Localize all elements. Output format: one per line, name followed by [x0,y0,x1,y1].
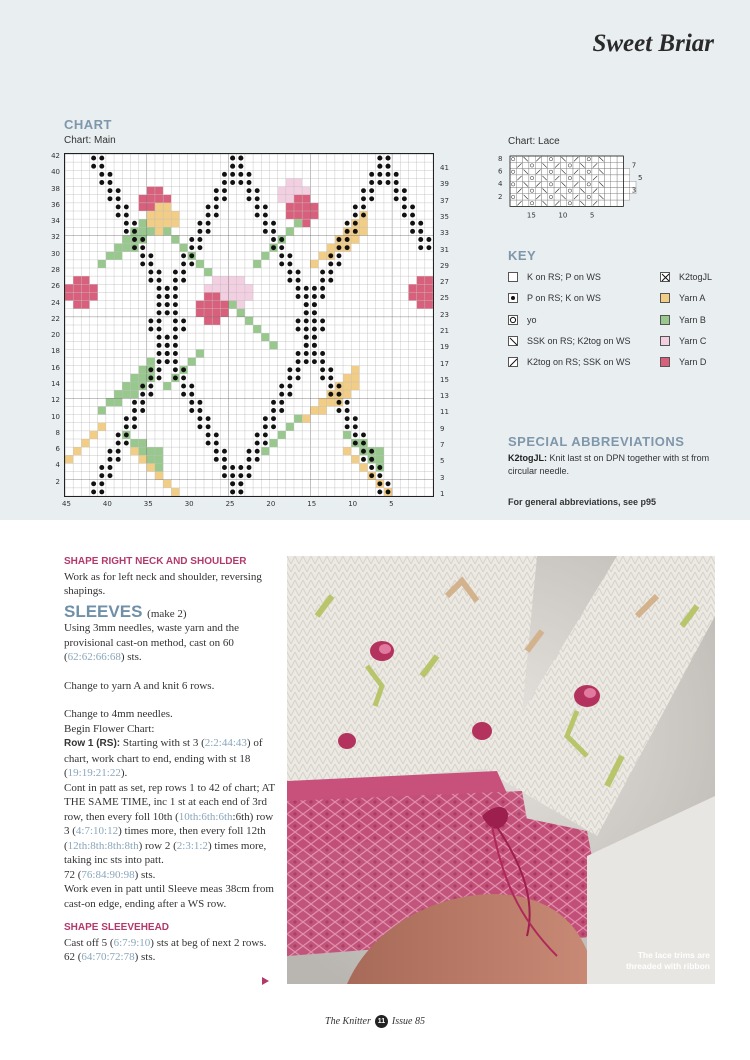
lace-chart-mark [598,200,604,206]
lace-chart-mark [617,200,623,206]
lace-chart-mark [611,156,617,162]
lace-chart-mark [567,156,573,162]
begin-chart-paragraph: Begin Flower Chart: [64,722,155,735]
row-label: 2 [55,477,60,486]
lace-chart-mark [598,188,604,194]
lace-chart-mark [623,181,629,187]
lace-chart-mark [617,156,623,162]
column-label: 5 [389,500,394,508]
row-label: 11 [440,408,449,417]
lace-chart-mark [611,200,617,206]
row-label: 22 [51,314,60,323]
lace-chart-mark [516,181,522,187]
lace-chart-mark [529,175,535,181]
lace-chart-mark: 5 [589,211,595,220]
issue-number: Issue 85 [391,1016,425,1027]
lace-chart-mark: 8 [498,155,503,163]
abbreviation-definition: Knit last st on DPN together with st from circular needle. [508,453,710,476]
lace-chart-mark [623,188,629,194]
lace-chart-mark [586,200,592,206]
lace-chart-mark [623,175,629,181]
row-label: 20 [51,331,60,340]
cast-on-paragraph: Using 3mm needles, waste yarn and the provisional cast-on method, cast on 60 (62:62:66:68) sts. [64,622,240,663]
lace-chart-mark [592,194,598,200]
lace-chart-mark [573,200,579,206]
row-label: 42 [51,152,60,160]
lace-chart-mark [542,194,548,200]
lace-chart-mark [567,169,573,175]
general-abbreviations-note: For general abbreviations, see p95 [508,497,657,507]
row-label: 31 [440,245,449,254]
lace-chart-mark [617,162,623,168]
lace-chart-mark [523,175,529,181]
row-label: 40 [51,168,60,177]
lace-chart-mark [529,188,535,194]
lace-chart-mark [611,169,617,175]
row-label: 27 [440,278,449,287]
lace-chart-mark [510,181,516,187]
lace-chart-mark [523,162,529,168]
photo-caption: The lace trims are threaded with ribbon [625,950,710,971]
row-label: 1 [440,489,445,498]
lace-chart-mark: 3 [631,186,637,195]
lace-chart-mark [510,175,516,181]
lace-chart-mark [611,181,617,187]
lace-chart-mark [529,194,535,200]
lace-chart-mark [586,169,592,175]
yarn-b-swatch [660,315,670,325]
shape-right-neck-heading: SHAPE RIGHT NECK AND SHOULDER [64,556,247,567]
column-label: 30 [184,500,194,508]
sleeves-note: (make 2) [147,607,187,620]
lace-chart-mark: 5 [638,173,643,182]
lace-chart-mark [560,175,566,181]
row-label: 18 [51,347,60,356]
special-abbreviations-heading: SPECIAL ABBREVIATIONS [508,434,685,449]
row-label: 9 [440,424,445,433]
purl-dot-icon [508,293,518,303]
shape-right-neck-text: Work as for left neck and shoulder, reversing shapings. [64,570,262,597]
lace-chart-mark [567,181,573,187]
page-footer [0,1015,750,1028]
lace-chart-mark [516,156,522,162]
lace-chart-mark [617,175,623,181]
row-label: 13 [440,392,449,401]
lace-chart-mark [567,162,573,168]
lace-chart-mark: 2 [498,192,503,201]
key-item-k2tog: K2tog on RS; SSK on WS [508,355,631,369]
row-label: 5 [440,457,445,466]
lace-chart-mark [611,175,617,181]
lace-chart-mark [529,156,535,162]
lace-chart-mark [586,188,592,194]
row-label: 8 [55,428,60,437]
lace-chart-mark [548,169,554,175]
lace-chart-mark [592,169,598,175]
lace-chart-mark [548,175,554,181]
row-label: 3 [440,473,445,482]
lace-chart-mark [573,175,579,181]
key-heading: KEY [508,248,537,263]
column-label: 35 [143,500,153,508]
main-chart [64,153,434,497]
lace-chart-mark: 10 [558,211,568,220]
lace-chart-mark: 15 [526,211,536,220]
abbreviation-term: K2togJL: [508,453,547,463]
row-label: 25 [440,294,449,303]
row-label: 29 [440,261,449,270]
instructions-column [64,555,276,965]
lace-chart-mark [529,169,535,175]
lace-chart-mark [586,162,592,168]
lace-chart-mark [567,194,573,200]
lace-chart-mark [579,194,585,200]
lace-chart-mark [560,162,566,168]
lace-chart-mark [548,188,554,194]
row-one-paragraph: Row 1 (RS): Starting with st 3 (2:2:44:43) of chart, work chart to end, ending with st 18 (19:19:21:22). [64,737,263,779]
key-item-yarn-c: Yarn C [660,334,706,348]
lace-chart-mark [611,162,617,168]
lace-chart-mark [623,194,629,200]
k2togjl-cross-icon [660,272,670,282]
row-label: 14 [51,380,60,388]
row-label: 34 [51,217,60,226]
lace-chart-mark [523,188,529,194]
lace-chart-mark [542,181,548,187]
row-label: 15 [440,375,449,384]
key-item-yo: yo [508,313,537,327]
lace-chart-mark [510,200,516,206]
lace-chart-mark [598,162,604,168]
column-label: 15 [307,500,317,508]
row-label: 19 [440,343,449,352]
lace-chart-mark [567,188,573,194]
row-label: 12 [51,396,60,405]
lace-chart-mark: 6 [498,167,503,176]
page-number: 11 [375,1015,388,1028]
lace-chart-mark [548,200,554,206]
main-chart-row-labels-right [438,153,456,497]
row-label: 36 [51,200,60,209]
lace-chart-mark [605,156,611,162]
key-item-yarn-b: Yarn B [660,313,706,327]
lace-chart-mark [548,194,554,200]
yarn-a-swatch [660,293,670,303]
lace-chart-mark [586,156,592,162]
lace-chart-mark [535,175,541,181]
lace-chart-mark [554,169,560,175]
lace-chart-mark [579,156,585,162]
final-count-paragraph: 62 (64:70:72:78) sts. [64,951,156,963]
row-label: 38 [51,184,60,193]
row-label: 35 [440,213,449,221]
lace-chart-mark [598,175,604,181]
column-label: 25 [225,500,235,508]
lace-chart-mark [611,188,617,194]
lace-chart-mark [535,200,541,206]
k2tog-slash-icon [508,357,518,367]
lace-chart-mark [617,169,623,175]
lace-chart-mark [611,194,617,200]
knit-symbol-icon [508,272,518,282]
lace-chart-mark [586,175,592,181]
lace-chart-label: Chart: Lace [508,136,560,147]
lace-chart-mark [542,169,548,175]
lace-chart-mark [579,169,585,175]
lace-chart-mark [554,194,560,200]
column-label: 40 [102,500,112,508]
lace-chart-mark [516,194,522,200]
continue-arrow-icon [262,977,269,985]
key-item-yarn-d: Yarn D [660,355,706,369]
column-label: 45 [62,500,71,508]
row-label: 33 [440,229,449,238]
lace-chart-mark [617,188,623,194]
lace-chart-mark [617,181,623,187]
yarn-a-paragraph: Change to yarn A and knit 6 rows. [64,679,215,692]
lace-chart-mark: 4 [498,180,503,189]
lace-chart-mark [617,194,623,200]
lace-chart-mark [573,162,579,168]
row-label: 30 [51,249,60,258]
lace-chart-mark [592,181,598,187]
lace-chart-mark [554,181,560,187]
stitch-count-paragraph: 72 (76:84:90:98) sts. [64,868,156,881]
row-label: 10 [51,412,60,421]
column-label: 10 [348,500,358,508]
lace-chart-mark [586,181,592,187]
lace-chart-mark [560,200,566,206]
yarn-c-swatch [660,336,670,346]
row-label: 21 [440,327,449,335]
lace-chart-mark [560,188,566,194]
lace-chart-mark [554,156,560,162]
key-item-purl: P on RS; K on WS [508,291,601,305]
lace-chart-mark: 7 [631,161,637,170]
chart-heading: CHART [64,117,112,132]
lace-chart-mark [510,156,516,162]
main-chart-row-labels-left [46,153,62,497]
key-item-yarn-a: Yarn A [660,291,705,305]
row-label: 41 [440,164,449,173]
lace-chart-mark [510,162,516,168]
lace-chart-mark [605,175,611,181]
lace-chart-mark [605,169,611,175]
lace-chart-mark [523,200,529,206]
lace-chart-mark [510,194,516,200]
row-label: 39 [440,180,449,189]
lace-chart-mark [529,200,535,206]
row-label: 16 [51,363,60,372]
lace-chart-mark [529,181,535,187]
lace-chart-mark [516,169,522,175]
lace-chart-mark [542,156,548,162]
cast-off-paragraph: Cast off 5 (6:7:9:10) sts at beg of next 2 rows. [64,936,267,949]
magazine-name: The Knitter [325,1016,371,1027]
key-item-knit: K on RS; P on WS [508,270,601,284]
shape-sleevehead-heading: SHAPE SLEEVEHEAD [64,922,170,933]
lace-chart-mark [510,188,516,194]
lace-chart [496,150,656,236]
row-label: 4 [55,461,60,470]
main-chart-label: Chart: Main [64,135,116,146]
lace-chart-mark [623,169,629,175]
special-abbreviations-text [508,452,728,478]
sleeve-photo [287,556,715,984]
lace-chart-mark [586,194,592,200]
lace-chart-mark [535,188,541,194]
lace-chart-mark [548,181,554,187]
lace-chart-mark [567,175,573,181]
row-label: 6 [55,445,60,454]
yarn-d-swatch [660,357,670,367]
work-even-paragraph: Work even in patt until Sleeve meas 38cm from cast-on edge, ending after a WS row. [64,883,274,910]
row-label: 24 [51,298,60,307]
row-label: 32 [51,233,60,242]
lace-chart-mark [605,194,611,200]
row-label: 26 [51,282,60,291]
lace-chart-mark [592,156,598,162]
row-label: 28 [51,266,60,274]
row-label: 17 [440,359,449,368]
lace-chart-mark [529,162,535,168]
column-label: 20 [266,500,276,508]
lace-chart-mark [510,169,516,175]
row-label: 37 [440,196,449,205]
lace-chart-mark [605,181,611,187]
lace-chart-mark [567,200,573,206]
lace-chart-mark [548,162,554,168]
ssk-backslash-icon [508,336,518,346]
lace-chart-mark [605,200,611,206]
lace-chart-mark [548,156,554,162]
sleeves-heading: SLEEVES (make 2) [64,601,187,621]
row-label: 7 [440,441,445,449]
increase-paragraph: Cont in patt as set, rep rows 1 to 42 of chart; AT THE SAME TIME, inc 1 st at each end of 3rd row, then every foll 10th (10th:6th:6th:6th) row 3 (4:7:10:12) times more, then every foll 12th (12th:8th:8th:8th) row 2 (2:3:1:2) times more, taking inc sts into patt. [64,781,275,866]
lace-chart-mark [535,162,541,168]
row-label: 23 [440,310,449,319]
lace-chart-mark [605,162,611,168]
page-title: Sweet Briar [592,30,714,57]
lace-chart-mark [573,188,579,194]
lace-chart-mark [579,181,585,187]
key-item-ssk: SSK on RS; K2tog on WS [508,334,631,348]
needle-change-paragraph: Change to 4mm needles. [64,708,173,720]
lace-chart-mark [605,188,611,194]
key-item-k2togjl: K2togJL [660,270,712,284]
main-chart-column-labels [64,500,434,512]
yo-circle-icon [508,315,518,325]
